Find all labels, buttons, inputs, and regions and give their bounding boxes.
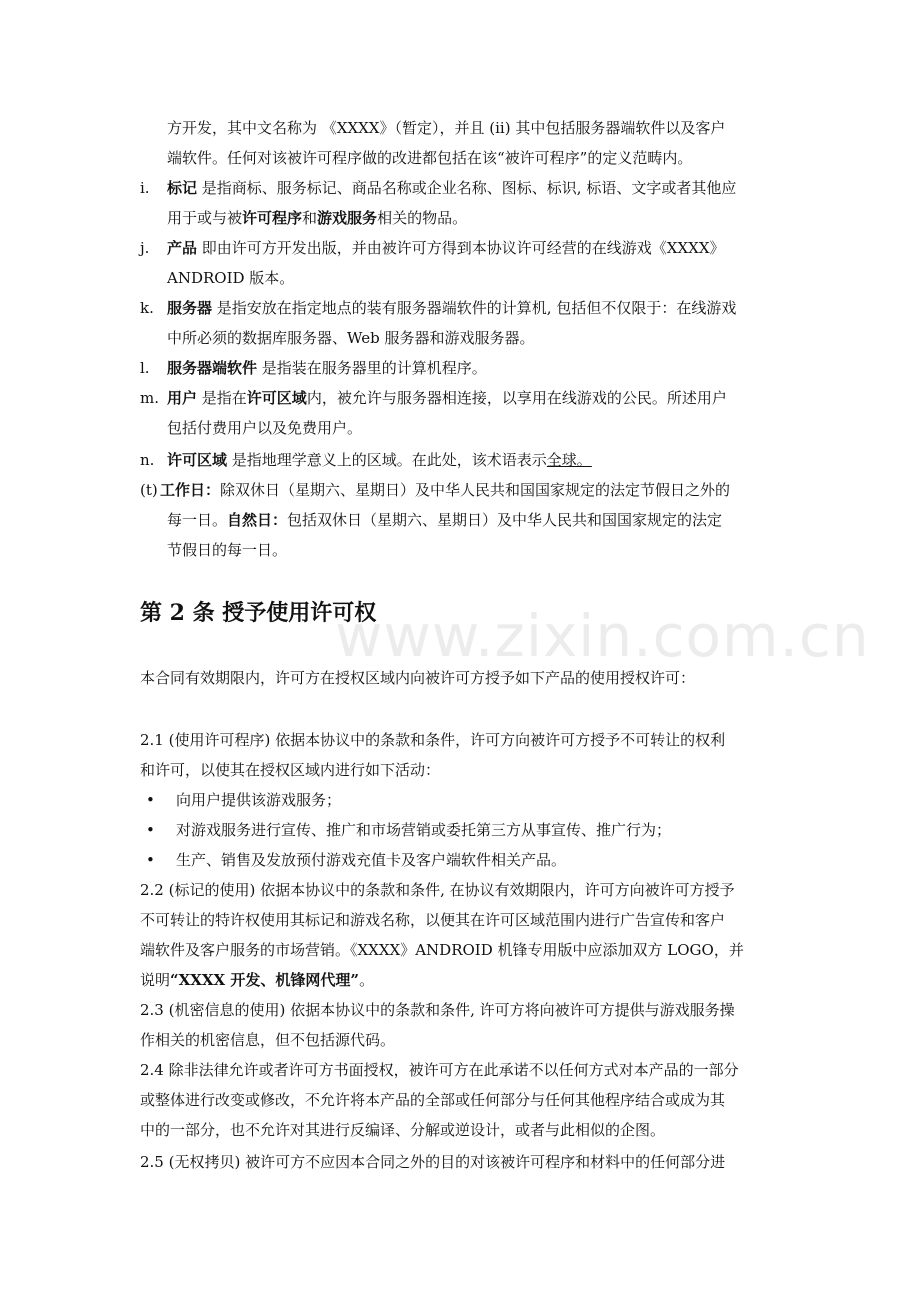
definition-n-line-1: 许可区域 是指地理学意义上的区域。在此处，该术语表示全球。 — [167, 451, 592, 469]
list-marker-k: k. — [140, 299, 154, 317]
definition-i-line-2: 用于或与被许可程序和游戏服务相关的物品。 — [167, 209, 468, 227]
clause-2-4-line-2: 或整体进行改变或修改，不允许将本产品的全部或任何部分与任何其他程序结合或成为其 — [140, 1091, 726, 1109]
clause-2-2-line-4: 说明“XXXX 开发、机锋网代理”。 — [140, 971, 375, 989]
clause-2-3-line-2: 作相关的机密信息，但不包括源代码。 — [140, 1031, 396, 1049]
definition-h-line-2: 端软件。任何对该被许可程序做的改进都包括在该“被许可程序”的定义范畴内。 — [167, 149, 693, 167]
clause-2-3-line-1: 2.3 (机密信息的使用) 依据本协议中的条款和条件, 许可方将向被许可方提供与游戏服务操 — [140, 1001, 735, 1019]
clause-2-2-line-2: 不可转让的特许权使用其标记和游戏名称，以便其在许可区域范围内进行广告宣传和客户 — [140, 911, 726, 929]
definition-h-line-1: 方开发，其中文名称为 《XXXX》（暂定），并且 (ii) 其中包括服务器端软件以及客户 — [167, 119, 726, 137]
bullet-marker: • — [146, 851, 155, 869]
clause-2-1-line-1: 2.1 (使用许可程序) 依据本协议中的条款和条件，许可方向被许可方授予不可转让的权利 — [140, 731, 726, 749]
clause-2-2-line-1: 2.2 (标记的使用) 依据本协议中的条款和条件, 在协议有效期限内，许可方向被许可方授予 — [140, 881, 735, 899]
clause-2-2-line-3: 端软件及客户服务的市场营销。《XXXX》ANDROID 机锋专用版中应添加双方 LOGO，并 — [140, 941, 744, 959]
definition-k-line-1: 服务器 是指安放在指定地点的装有服务器端软件的计算机, 包括但不仅限于：在线游戏 — [167, 299, 737, 317]
clause-2-4-line-3: 中的一部分，也不允许对其进行反编译、分解或逆设计，或者与此相似的企图。 — [140, 1121, 666, 1139]
bullet-item-2: 对游戏服务进行宣传、推广和市场营销或委托第三方从事宣传、推广行为； — [176, 821, 672, 839]
definition-j-line-1: 产品 即由许可方开发出版，并由被许可方得到本协议许可经营的在线游戏《XXXX》 — [167, 239, 725, 257]
definition-t-line-2: 每一日。自然日：包括双休日（星期六、星期日）及中华人民共和国国家规定的法定 — [167, 511, 723, 529]
section-intro: 本合同有效期限内，许可方在授权区域内向被许可方授予如下产品的使用授权许可： — [140, 669, 696, 687]
definition-m-line-2: 包括付费用户以及免费用户。 — [167, 419, 363, 437]
clause-2-5-line-1: 2.5 (无权拷贝) 被许可方不应因本合同之外的目的对该被许可程序和材料中的任何部分进 — [140, 1153, 726, 1171]
bullet-marker: • — [146, 821, 155, 839]
list-marker-j: j. — [140, 239, 150, 257]
clause-2-1-line-2: 和许可，以使其在授权区域内进行如下活动： — [140, 761, 441, 779]
bullet-item-1: 向用户提供该游戏服务； — [176, 791, 342, 809]
list-marker-m: m. — [140, 389, 159, 407]
list-marker-l: l. — [140, 359, 150, 377]
definition-m-line-1: 用户 是指在许可区域内，被允许与服务器相连接，以享用在线游戏的公民。所述用户 — [167, 389, 727, 407]
definition-l-line-1: 服务器端软件 是指装在服务器里的计算机程序。 — [167, 359, 487, 377]
definition-i-line-1: 标记 是指商标、服务标记、商品名称或企业名称、图标、标识, 标语、文字或者其他应 — [167, 179, 737, 197]
list-marker-t: (t) — [140, 481, 158, 499]
clause-2-4-line-1: 2.4 除非法律允许或者许可方书面授权，被许可方在此承诺不以任何方式对本产品的一部分 — [140, 1061, 739, 1079]
bullet-item-3: 生产、销售及发放预付游戏充值卡及客户端软件相关产品。 — [176, 851, 567, 869]
definition-t-line-1: 工作日：除双休日（星期六、星期日）及中华人民共和国国家规定的法定节假日之外的 — [160, 481, 731, 499]
bullet-marker: • — [146, 791, 155, 809]
definition-j-line-2: ANDROID 版本。 — [167, 269, 295, 287]
list-marker-n: n. — [140, 451, 155, 469]
watermark: www.zixin.com.cn — [335, 602, 870, 670]
section-heading: 第 2 条 授予使用许可权 — [140, 600, 377, 626]
list-marker-i: i. — [140, 179, 150, 197]
definition-t-line-3: 节假日的每一日。 — [167, 541, 288, 559]
definition-k-line-2: 中所必须的数据库服务器、Web 服务器和游戏服务器。 — [167, 329, 535, 347]
